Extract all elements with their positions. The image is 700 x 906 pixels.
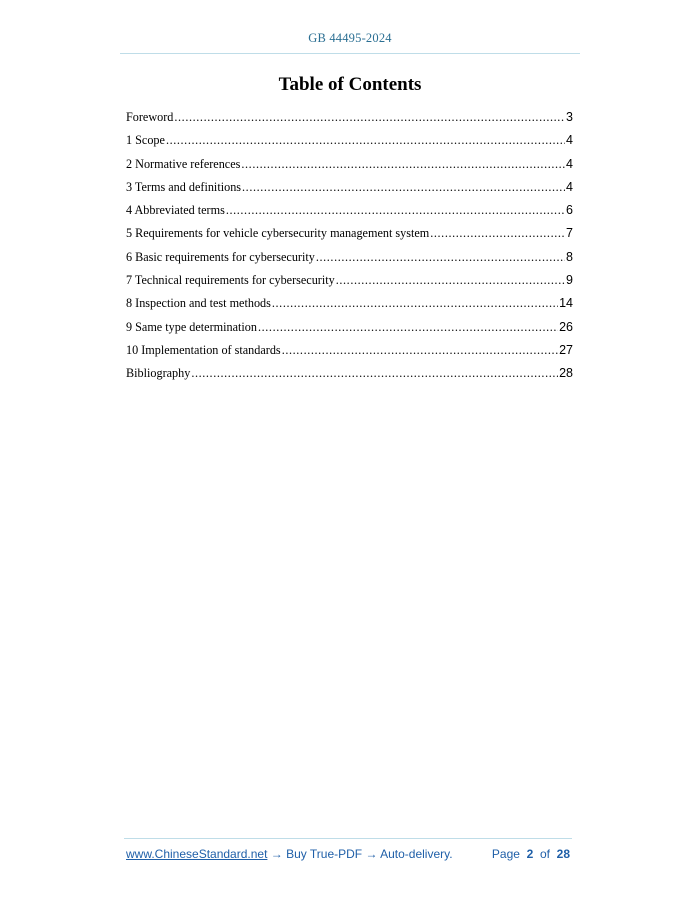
document-code-header: GB 44495-2024: [308, 31, 392, 45]
toc-entry-label: Bibliography: [126, 366, 191, 381]
toc-leader-dots: [258, 318, 558, 336]
toc-leader-dots: [166, 131, 565, 149]
toc-leader-dots: [191, 364, 558, 382]
toc-leader-dots: [241, 155, 565, 173]
toc-entry-label: 7 Technical requirements for cybersecurity: [126, 273, 335, 288]
toc-entry-page: 6: [566, 203, 573, 218]
total-pages-number: 28: [556, 847, 570, 861]
toc-entry-bibliography[interactable]: [126, 364, 573, 387]
toc-leader-dots: [336, 271, 565, 289]
toc-entry-label: 8 Inspection and test methods: [126, 296, 271, 311]
toc-entry-page: 8: [566, 249, 573, 264]
toc-entry-csms-requirements[interactable]: [126, 224, 573, 247]
footer-divider: [124, 838, 572, 839]
toc-entry-basic-requirements[interactable]: [126, 248, 573, 271]
toc-entry-page: 26: [559, 319, 573, 334]
website-link[interactable]: www.ChineseStandard.net: [126, 847, 268, 861]
toc-entry-implementation-of-standards[interactable]: [126, 341, 573, 364]
toc-entry-foreword[interactable]: [126, 108, 573, 131]
toc-entry-normative-references[interactable]: [126, 155, 573, 178]
toc-entry-scope[interactable]: [126, 131, 573, 154]
toc-leader-dots: [282, 341, 558, 359]
toc-entry-page: 7: [566, 226, 573, 241]
toc-entry-label: 6 Basic requirements for cybersecurity: [126, 249, 315, 264]
toc-entry-page: 3: [566, 110, 573, 124]
toc-entry-page: 27: [559, 342, 573, 357]
toc-entry-label: 9 Same type determination: [126, 319, 257, 334]
toc-entry-page: 14: [559, 296, 573, 311]
toc-entry-label: 5 Requirements for vehicle cybersecurity management system: [126, 226, 430, 241]
toc-entry-technical-requirements[interactable]: [126, 271, 573, 294]
toc-entry-label: Foreword: [126, 110, 174, 124]
toc-entry-page: 4: [566, 156, 573, 171]
toc-entry-abbreviated-terms[interactable]: [126, 201, 573, 224]
toc-leader-dots: [174, 108, 565, 126]
toc-entry-same-type-determination[interactable]: [126, 318, 573, 341]
of-label: of: [539, 847, 550, 861]
toc-leader-dots: [272, 294, 558, 312]
toc-leader-dots: [226, 201, 565, 219]
toc-title: Table of Contents: [278, 74, 422, 95]
toc-leader-dots: [242, 178, 565, 196]
toc-entry-label: 1 Scope: [126, 133, 165, 148]
toc-entry-label: 2 Normative references: [126, 156, 241, 171]
page-indicator: [492, 847, 570, 861]
toc-entry-page: 28: [559, 366, 573, 381]
page-label: Page: [491, 847, 520, 861]
current-page-number: 2: [526, 847, 534, 861]
toc-entry-page: 4: [566, 179, 573, 194]
footer-tagline: → Buy True-PDF → Auto-delivery.: [267, 847, 453, 861]
header-divider: [120, 53, 580, 54]
toc-entry-label: 4 Abbreviated terms: [126, 203, 225, 218]
toc-entry-page: 9: [566, 273, 573, 288]
toc-entry-label: 10 Implementation of standards: [126, 342, 281, 357]
toc-entry-label: 3 Terms and definitions: [126, 179, 242, 194]
toc-leader-dots: [430, 224, 565, 242]
toc-entry-page: 4: [566, 133, 573, 148]
toc-entry-inspection-test-methods[interactable]: [126, 294, 573, 317]
footer-promo: [126, 847, 453, 861]
toc-list: [126, 108, 573, 388]
toc-leader-dots: [316, 248, 565, 266]
toc-entry-terms-definitions[interactable]: [126, 178, 573, 201]
